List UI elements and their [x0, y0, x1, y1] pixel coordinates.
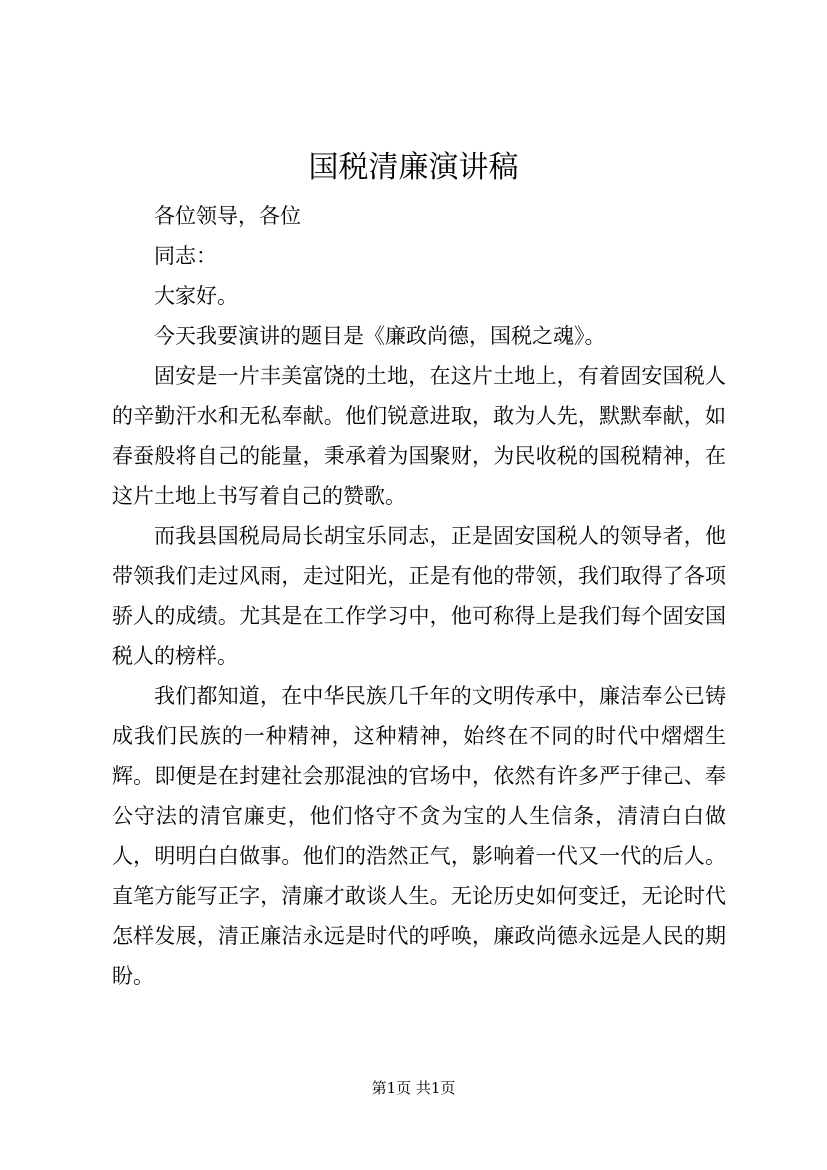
page-footer: 第1页 共1页 [371, 1079, 456, 1097]
document-body [112, 196, 726, 996]
salutation-line-2: 同志： [154, 244, 217, 268]
greeting: 大家好。 [154, 284, 238, 308]
paragraph-2: 而我县国税局局长胡宝乐同志，正是固安国税人的领导者，他带领我们走过风雨，走过阳光，正是有他的带领，我们取得了各项骄人的成绩。尤其是在工作学习中，他可称得上是我们每个固安国税人的榜样。 [112, 524, 726, 668]
speech-topic: 今天我要演讲的题目是《廉政尚德，国税之魂》。 [154, 324, 606, 348]
salutation-line-1: 各位领导，各位 [154, 204, 301, 228]
paragraph-3: 我们都知道，在中华民族几千年的文明传承中，廉洁奉公已铸成我们民族的一种精神，这种精神，始终在不同的时代中熠熠生辉。即便是在封建社会那混浊的官场中，依然有许多严于律己、奉公守法的清官廉吏，他们恪守不贪为宝的人生信条，清清白白做人，明明白白做事。他们的浩然正气，影响着一代又一代的后人。直笔方能写正字，清廉才敢谈人生。无论历史如何变迁，无论时代怎样发展，清正廉洁永远是时代的呼唤，廉政尚德永远是人民的期盼。 [112, 684, 726, 988]
paragraph-1: 固安是一片丰美富饶的土地，在这片土地上，有着固安国税人的辛勤汗水和无私奉献。他们锐意进取，敢为人先，默默奉献，如春蚕般将自己的能量，秉承着为国聚财，为民收税的国税精神，在这片土地上书写着自己的赞歌。 [112, 364, 726, 508]
document-title: 国税清廉演讲稿 [308, 150, 519, 185]
